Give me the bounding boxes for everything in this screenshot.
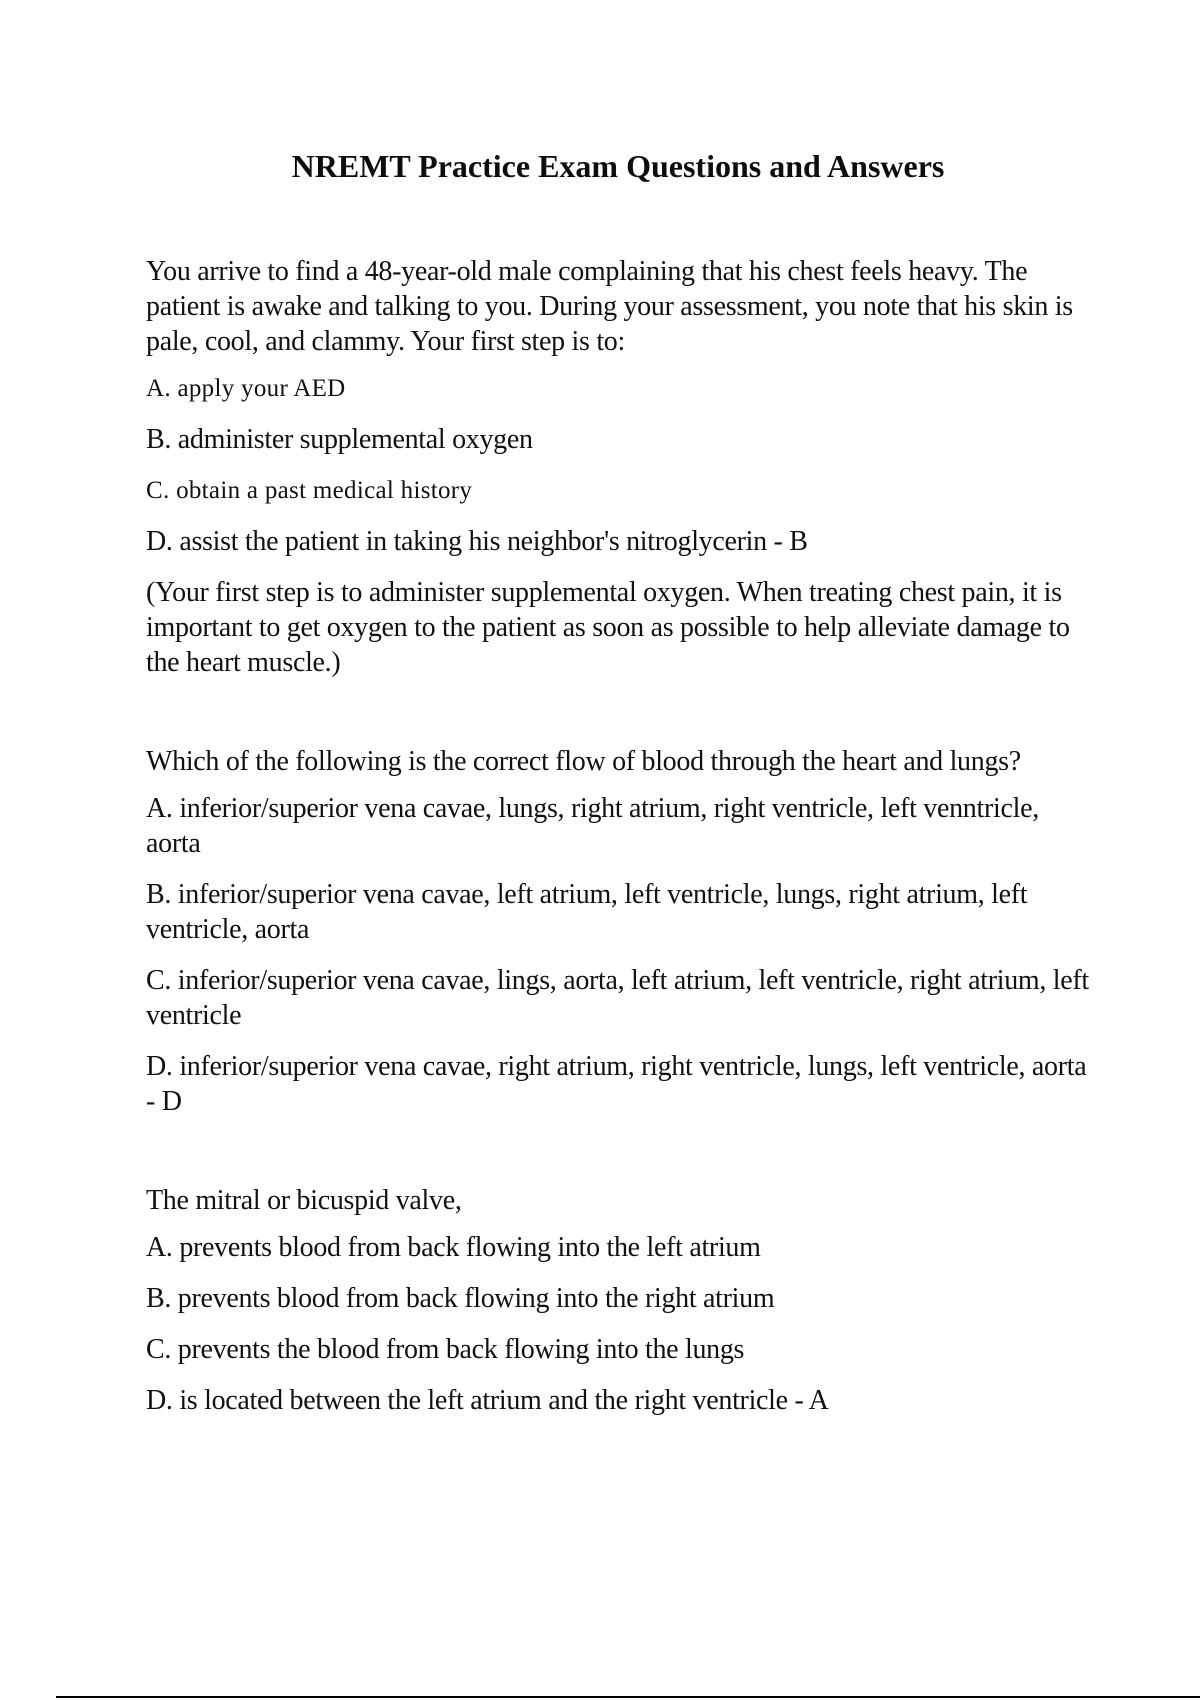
- answer-option-d: D. is located between the left atrium and the right ventricle - A: [146, 1385, 829, 1416]
- answer-option-d: D. inferior/superior vena cavae, right atrium, right ventricle, lungs, left ventricle, aorta - D: [146, 1051, 1087, 1117]
- answer-option-c: C. inferior/superior vena cavae, lings, aorta, left atrium, left ventricle, right atrium, left ventricle: [146, 965, 1089, 1031]
- answer-option-c: C. prevents the blood from back flowing into the lungs: [146, 1334, 745, 1365]
- question-3: [146, 1183, 1096, 1418]
- answer-option-c: C. obtain a past medical history: [146, 477, 473, 504]
- page-title: NREMT Practice Exam Questions and Answers: [291, 148, 945, 184]
- answer-option-b: B. prevents blood from back flowing into the right atrium: [146, 1283, 775, 1314]
- question-2: [146, 744, 1096, 1119]
- answer-explanation: (Your first step is to administer supplemental oxygen. When treating chest pain, it is important to get oxygen to the patient as soon as possible to help alleviate damage to the heart muscle.): [146, 577, 1070, 678]
- answer-option-d: D. assist the patient in taking his neighbor's nitroglycerin - B: [146, 526, 808, 557]
- answer-option-a: A. prevents blood from back flowing into the left atrium: [146, 1232, 761, 1263]
- questions-list: [146, 254, 1096, 1482]
- question-stem: You arrive to find a 48-year-old male complaining that his chest feels heavy. The patient is awake and talking to you. During your assessment, you note that his skin is pale, cool, and clammy. Your first step is to:: [146, 256, 1073, 357]
- answer-option-a: A. inferior/superior vena cavae, lungs, right atrium, right ventricle, left venntricle, aorta: [146, 793, 1039, 859]
- answer-option-b: B. administer supplemental oxygen: [146, 424, 533, 455]
- question-stem: Which of the following is the correct flow of blood through the heart and lungs?: [146, 746, 1021, 777]
- question-stem: The mitral or bicuspid valve,: [146, 1185, 462, 1216]
- footer-divider: [56, 1696, 1200, 1698]
- answer-option-b: B. inferior/superior vena cavae, left atrium, left ventricle, lungs, right atrium, left ventricle, aorta: [146, 879, 1028, 945]
- answer-option-a: A. apply your AED: [146, 375, 346, 402]
- question-1: [146, 254, 1096, 680]
